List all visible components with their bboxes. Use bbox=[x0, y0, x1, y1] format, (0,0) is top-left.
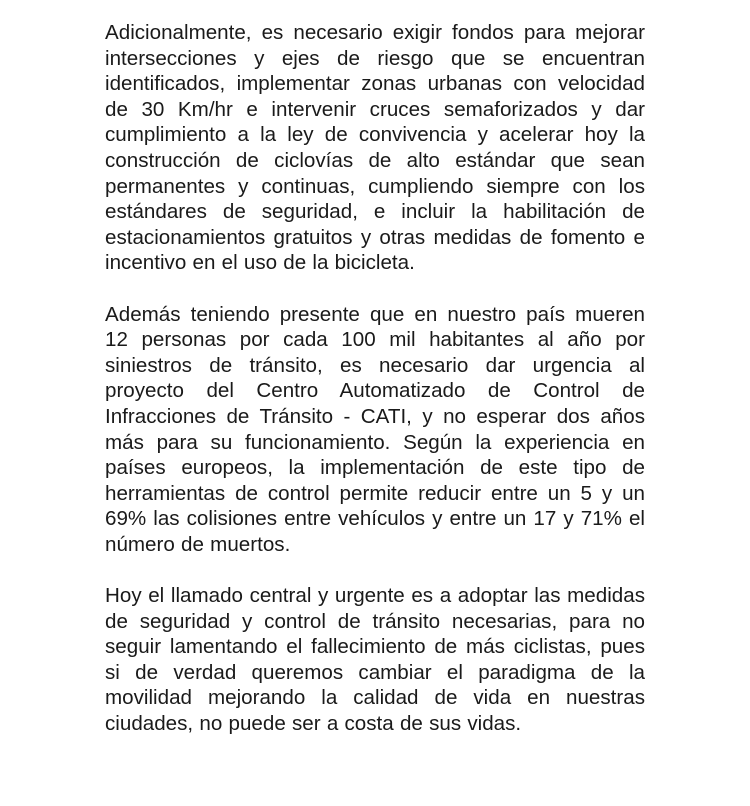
paragraph-funding-measures: Adicionalmente, es necesario exigir fondos para mejorar intersecciones y ejes de riesgo que se encuentran identificados, implementar zonas urbanas con velocidad de 30 Km/hr e intervenir cruces semaforizados y dar cumplimiento a la ley de convivencia y acelerar hoy la construcción de ciclovías de alto estándar que sean permanentes y continuas, cumpliendo siempre con los estándares de seguridad, e incluir la habilitación de estacionamientos gratuitos y otras medidas de fomento e incentivo en el uso de la bicicleta. bbox=[105, 21, 645, 275]
paragraph-traffic-deaths-cati: Además teniendo presente que en nuestro país mueren 12 personas por cada 100 mil habitantes al año por siniestros de tránsito, es necesario dar urgencia al proyecto del Centro Automatizado de Control de Infracciones de Tránsito - CATI, y no esperar dos años más para su funcionamiento. Según la experiencia en países europeos, la implementación de este tipo de herramientas de control permite reducir entre un 5 y un 69% las colisiones entre vehículos y entre un 17 y 71% el número de muertos. bbox=[105, 302, 645, 556]
paragraph-urgent-call: Hoy el llamado central y urgente es a adoptar las medidas de seguridad y control de tránsito necesarias, para no seguir lamentando el fallecimiento de más ciclistas, pues si de verdad queremos cambiar el paradigma de la movilidad mejorando la calidad de vida en nuestras ciudades, no puede ser a costa de sus vidas. bbox=[105, 584, 645, 736]
